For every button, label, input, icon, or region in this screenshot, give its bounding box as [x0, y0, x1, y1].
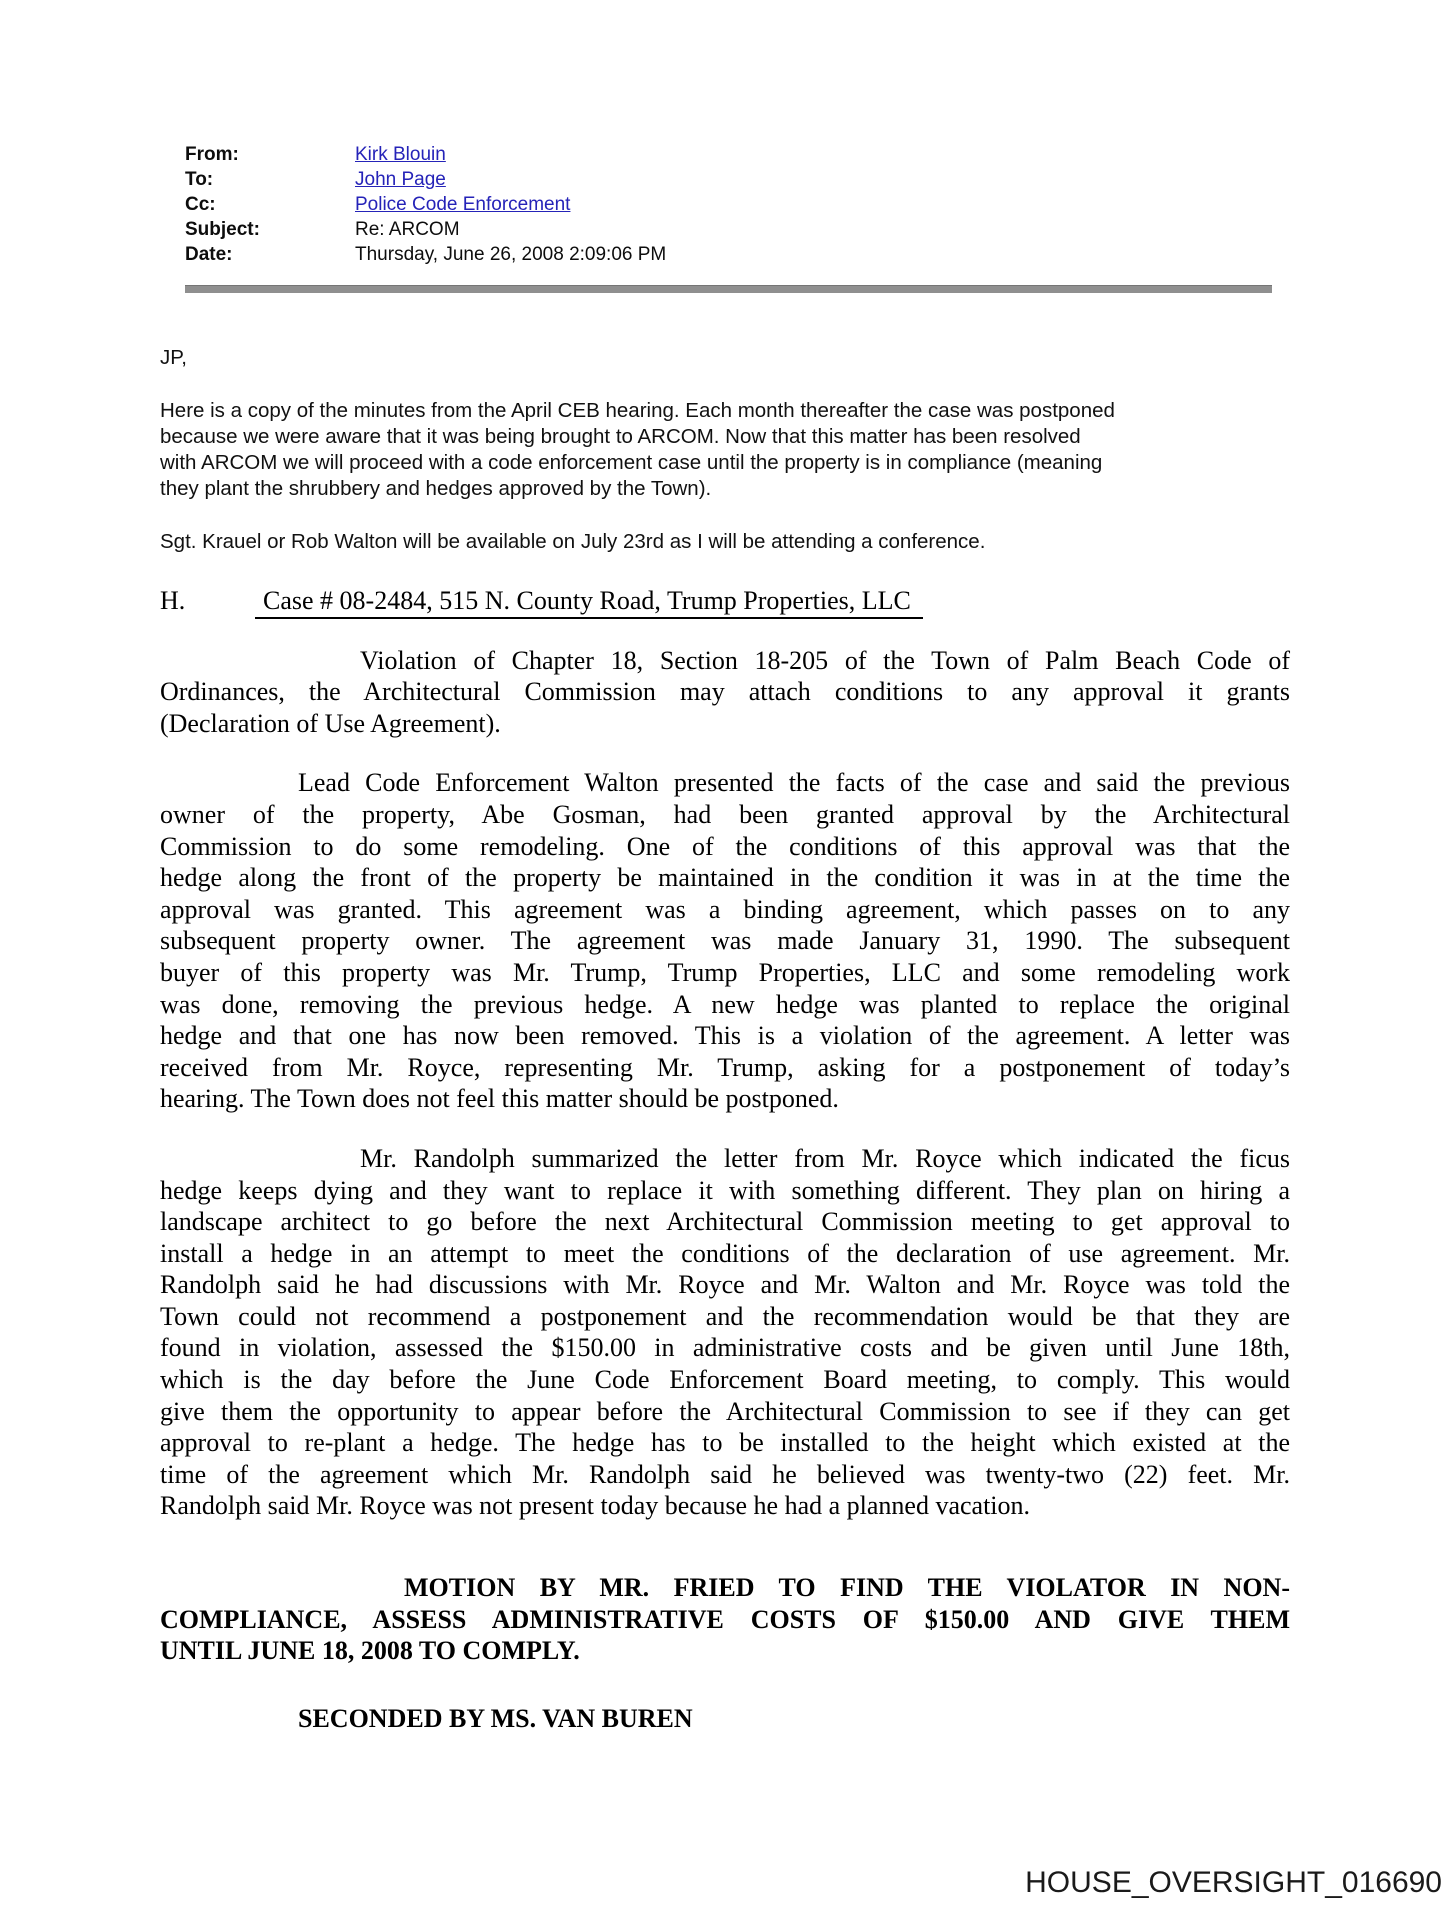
- bates-number: HOUSE_OVERSIGHT_016690: [1025, 1866, 1442, 1899]
- email-header: [185, 142, 1290, 267]
- from-link[interactable]: Kirk Blouin: [355, 144, 446, 165]
- to-label: To:: [185, 169, 214, 190]
- randolph-line: which is the day before the June Code Enforcement Board meeting, to comply. This would: [160, 1365, 1290, 1395]
- from-label: From:: [185, 144, 239, 165]
- header-row-cc: [185, 192, 1290, 217]
- randolph-line: Town could not recommend a postponement and the recommendation would be that they are: [160, 1301, 1290, 1331]
- email-body-line: because we were aware that it was being brought to ARCOM. Now that this matter has been resolved: [160, 425, 1081, 448]
- case-heading-letter: H.: [160, 586, 186, 615]
- motion-line: MOTION BY MR. FRIED TO FIND THE VIOLATOR IN NON-: [404, 1573, 1290, 1603]
- motion-line: COMPLIANCE, ASSESS ADMINISTRATIVE COSTS OF $150.00 AND GIVE THEM: [160, 1604, 1290, 1634]
- randolph-line: Randolph said Mr. Royce was not present today because he had a planned vacation.: [160, 1491, 1031, 1521]
- header-row-from: [185, 142, 1290, 167]
- walton-line: hedge and that one has now been removed. This is a violation of the agreement. A letter was: [160, 1021, 1290, 1051]
- cc-label: Cc:: [185, 194, 216, 215]
- email-paragraph-2: Sgt. Krauel or Rob Walton will be available on July 23rd as I will be attending a conference.: [160, 530, 986, 553]
- date-label: Date:: [185, 244, 233, 265]
- randolph-line: landscape architect to go before the next Architectural Commission meeting to get approval to: [160, 1207, 1290, 1237]
- case-heading: [160, 585, 1290, 617]
- walton-line: Commission to do some remodeling. One of the conditions of this approval was that the: [160, 831, 1290, 861]
- randolph-line: install a hedge in an attempt to meet the conditions of the declaration of use agreement. Mr.: [160, 1238, 1290, 1268]
- header-row-to: [185, 167, 1290, 192]
- motion-line: UNTIL JUNE 18, 2008 TO COMPLY.: [160, 1636, 580, 1666]
- case-heading-title: Case # 08-2484, 515 N. County Road, Trump Properties, LLC: [255, 586, 923, 619]
- salutation: JP,: [160, 346, 187, 369]
- header-row-subject: [185, 217, 1290, 242]
- walton-paragraph: [160, 767, 1290, 1115]
- subject-label: Subject:: [185, 219, 260, 240]
- walton-line: hedge along the front of the property be maintained in the condition it was in at the time the: [160, 863, 1290, 893]
- subject-value: Re: ARCOM: [355, 219, 460, 240]
- walton-line: received from Mr. Royce, representing Mr. Trump, asking for a postponement of today’s: [160, 1052, 1290, 1082]
- to-link[interactable]: John Page: [355, 169, 446, 190]
- randolph-line: Randolph said he had discussions with Mr. Royce and Mr. Walton and Mr. Royce was told the: [160, 1270, 1290, 1300]
- randolph-line: approval to re-plant a hedge. The hedge has to be installed to the height which existed at the: [160, 1428, 1290, 1458]
- email-paragraph-1: [160, 398, 1290, 502]
- randolph-line: found in violation, assessed the $150.00 in administrative costs and be given until June 18th,: [160, 1333, 1290, 1363]
- seconded-line: SECONDED BY MS. VAN BUREN: [298, 1703, 693, 1733]
- violation-line: (Declaration of Use Agreement).: [160, 708, 501, 738]
- walton-line: approval was granted. This agreement was a binding agreement, which passes on to any: [160, 894, 1290, 924]
- randolph-paragraph: [160, 1143, 1290, 1522]
- cc-link[interactable]: Police Code Enforcement: [355, 194, 571, 215]
- header-row-date: [185, 242, 1290, 267]
- randolph-line: Mr. Randolph summarized the letter from Mr. Royce which indicated the ficus: [360, 1143, 1290, 1173]
- walton-line: was done, removing the previous hedge. A new hedge was planted to replace the original: [160, 989, 1290, 1019]
- motion-paragraph: [160, 1572, 1290, 1667]
- date-value: Thursday, June 26, 2008 2:09:06 PM: [355, 244, 667, 265]
- walton-line: Lead Code Enforcement Walton presented the facts of the case and said the previous: [298, 768, 1290, 798]
- email-body-line: Here is a copy of the minutes from the April CEB hearing. Each month thereafter the case was postponed: [160, 399, 1115, 422]
- email-body-line: with ARCOM we will proceed with a code enforcement case until the property is in compliance (meaning: [160, 451, 1103, 474]
- violation-line: Ordinances, the Architectural Commission may attach conditions to any approval it grants: [160, 677, 1290, 707]
- randolph-line: give them the opportunity to appear before the Architectural Commission to see if they can get: [160, 1396, 1290, 1426]
- walton-line: hearing. The Town does not feel this matter should be postponed.: [160, 1084, 839, 1114]
- randolph-line: time of the agreement which Mr. Randolph said he believed was twenty-two (22) feet. Mr.: [160, 1459, 1290, 1489]
- header-divider: [185, 285, 1272, 293]
- violation-paragraph: [160, 645, 1290, 740]
- randolph-line: hedge keeps dying and they want to replace it with something different. They plan on hiring a: [160, 1175, 1290, 1205]
- walton-line: buyer of this property was Mr. Trump, Trump Properties, LLC and some remodeling work: [160, 957, 1290, 987]
- walton-line: owner of the property, Abe Gosman, had been granted approval by the Architectural: [160, 799, 1290, 829]
- violation-line: Violation of Chapter 18, Section 18-205 of the Town of Palm Beach Code of: [360, 645, 1290, 675]
- email-body-line: they plant the shrubbery and hedges approved by the Town).: [160, 477, 712, 500]
- walton-line: subsequent property owner. The agreement was made January 31, 1990. The subsequent: [160, 926, 1290, 956]
